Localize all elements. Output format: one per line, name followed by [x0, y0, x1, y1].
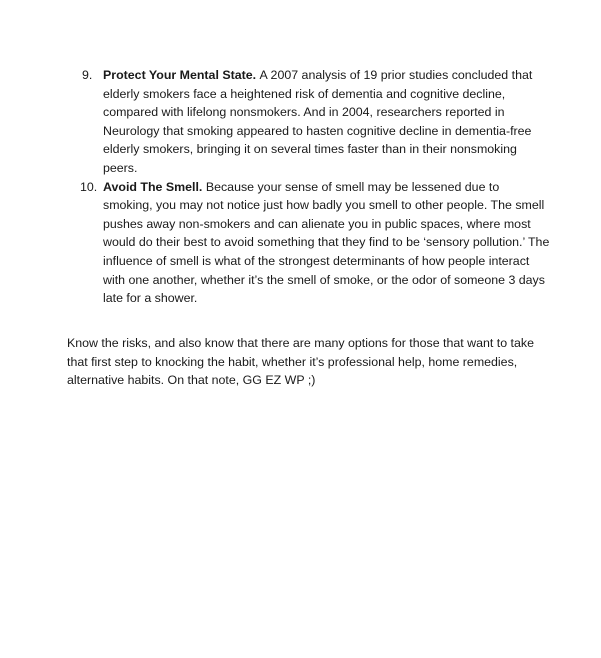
list-item-body: A 2007 analysis of 19 prior studies concluded that elderly smokers face a heightened risk of dementia and cognitive decline, compared with lifelong nonsmokers. And in 2004, researchers reported in Neurology that smoking appeared to hasten cognitive decline in dementia-free elderly smokers, bringing it on several times faster than in their nonsmoking peers. [103, 68, 533, 175]
list-item [82, 178, 552, 308]
list-item-number: 9. [82, 68, 93, 82]
list-item-title: Protect Your Mental State. [103, 68, 260, 82]
tips-list [82, 66, 552, 308]
list-item-title: Avoid The Smell. [103, 179, 206, 194]
closing-paragraph: Know the risks, and also know that there are many options for those that want to take that first step to knocking the habit, whether it’s professional help, home remedies, alternative habits. On that note, GG EZ WP ;) [67, 336, 534, 388]
list-item-number: 10. [80, 179, 98, 194]
list-item [82, 66, 552, 178]
list-item-body: Because your sense of smell may be lessened due to smoking, you may not notice just how badly you smell to other people. The smell pushes away non-smokers and can alienate you in public spaces, where most would do their best to avoid something that they find to be ‘sensory pollution.’ The influence of smell is what of the strongest determinants of how people interact with one another, whether it’s the smell of smoke, or the odor of someone 3 days late for a shower. [103, 179, 550, 306]
